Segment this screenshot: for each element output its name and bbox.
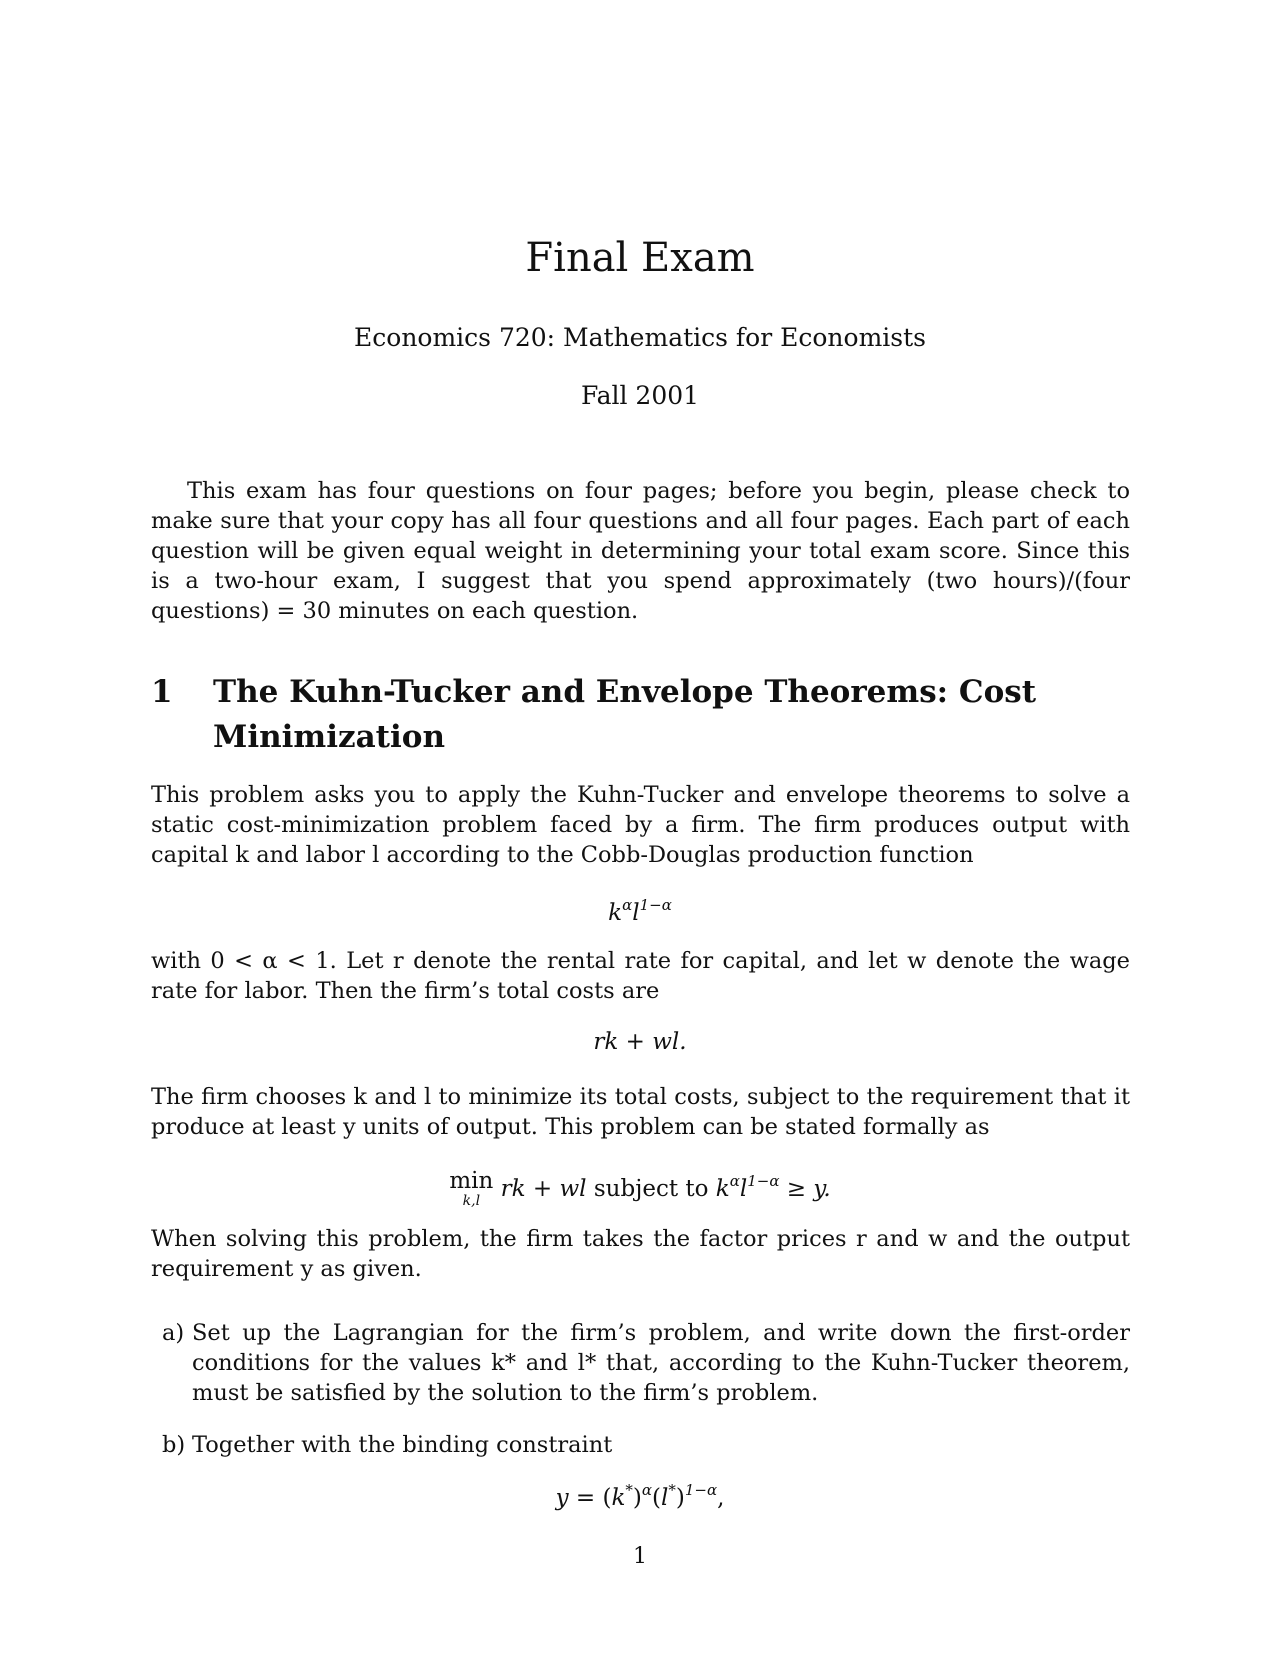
part-text: Together with the binding constraint [192, 1432, 613, 1458]
page-title: Final Exam [525, 235, 755, 281]
equation-total-cost: rk + wl. [593, 1029, 687, 1055]
min-subscript: k,l [462, 1193, 481, 1209]
equation-production-function: $k^\alpha l^{1-\alpha}$ [608, 896, 672, 926]
section-title: The Kuhn-Tucker and Envelope Theorems: Cost Minimization [213, 674, 1037, 755]
question-part-b [162, 1430, 1130, 1460]
problem-paragraph-4: When solving this problem, the firm takes the factor prices r and w and the output requirement y as given. [151, 1226, 1130, 1282]
part-label: a) [162, 1320, 185, 1346]
part-text: Set up the Lagrangian for the firm’s problem, and write down the first-order conditions for the values k* and l* that, according to the Kuhn-Tucker theorem, must be satisfied by the solution to the firm’s problem. [192, 1320, 1130, 1406]
question-part-a [162, 1318, 1130, 1408]
problem-paragraph-1: This problem asks you to apply the Kuhn-Tucker and envelope theorems to solve a static cost-minimization problem faced by a firm. The firm produces output with capital k and labor l according to the Cobb-Douglas production function [151, 782, 1130, 868]
course-name: Economics 720: Mathematics for Economists [354, 323, 926, 352]
part-label: b) [162, 1432, 186, 1458]
equation-cost-minimization: min k,l rk + wl subject to $k^\alpha l^{1-\alpha} \ge y$. [449, 1168, 831, 1209]
section-number: 1 [151, 674, 173, 710]
term-label: Fall 2001 [580, 381, 700, 410]
equation-binding-constraint: $y = (k^*)^\alpha(l^*)^{1-\alpha}$, [555, 1481, 725, 1511]
problem-paragraph-3: The firm chooses k and l to minimize its total costs, subject to the requirement that it produce at least y units of output. This problem can be stated formally as [151, 1084, 1130, 1140]
page-number: 1 [633, 1544, 647, 1569]
section-heading [151, 670, 1151, 760]
intro-paragraph: This exam has four questions on four pages; before you begin, please check to make sure that your copy has all four questions and all four pages. Each part of each question will be given equal weight in determining your total exam score. Since this is a two-hour exam, I suggest that you spend approximately (two hours)/(four questions) = 30 minutes on each question. [151, 478, 1130, 624]
problem-paragraph-2: with 0 < α < 1. Let r denote the rental rate for capital, and let w denote the wage rate for labor. Then the firm’s total costs are [151, 948, 1130, 1004]
